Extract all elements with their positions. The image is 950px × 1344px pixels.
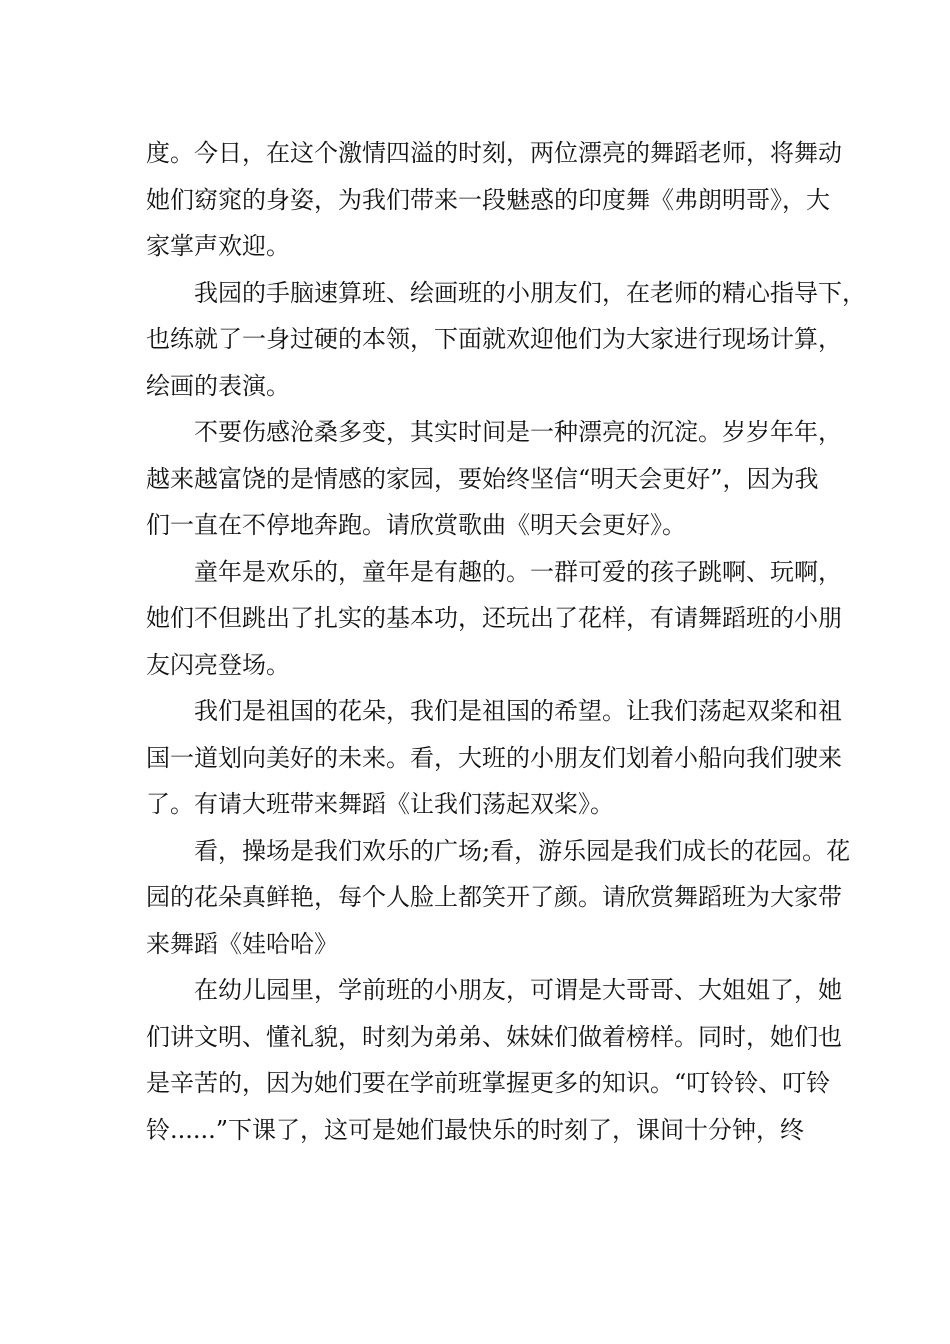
text-line: 我们是祖国的花朵，我们是祖国的希望。让我们荡起双桨和祖: [194, 697, 842, 725]
paragraph-7: [146, 967, 842, 1153]
paragraph-3: [146, 409, 842, 549]
text-line: 们讲文明、懂礼貌，时刻为弟弟、妹妹们做着榜样。同时，她们也: [146, 1022, 842, 1051]
paragraph-2: [146, 270, 866, 410]
document-body: [146, 130, 866, 1153]
text-line: 童年是欢乐的，童年是有趣的。一群可爱的孩子跳啊、玩啊，: [194, 557, 842, 586]
paragraph-6: [146, 828, 851, 968]
paragraph-4: [146, 549, 842, 689]
text-line: 我园的手脑速算班、绘画班的小朋友们，在老师的精心指导下，: [194, 278, 866, 307]
text-line: 是辛苦的，因为她们要在学前班掌握更多的知识。“叮铃铃、叮铃: [146, 1069, 831, 1097]
text-line: 她们不但跳出了扎实的基本功，还玩出了花样，有请舞蹈班的小朋: [146, 604, 842, 632]
text-line: 来舞蹈《娃哈哈》: [146, 929, 338, 958]
text-line: 国一道划向美好的未来。看，大班的小朋友们划着小船向我们驶来: [146, 743, 842, 772]
text-line: 绘画的表演。: [146, 371, 290, 400]
text-line: 在幼儿园里，学前班的小朋友，可谓是大哥哥、大姐姐了，她: [194, 976, 842, 1004]
text-line: 园的花朵真鲜艳，每个人脸上都笑开了颜。请欣赏舞蹈班为大家带: [146, 883, 842, 911]
text-line: 友闪亮登场。: [146, 650, 290, 679]
paragraph-5: [146, 688, 842, 828]
text-line: 度。今日，在这个激情四溢的时刻，两位漂亮的舞蹈老师，将舞动: [146, 139, 842, 167]
text-line: 们一直在不停地奔跑。请欣赏歌曲《明天会更好》。: [146, 511, 686, 539]
text-line: 了。有请大班带来舞蹈《让我们荡起双桨》。: [146, 790, 614, 818]
text-line: 铃......”下课了，这可是她们最快乐的时刻了，课间十分钟，终: [146, 1115, 805, 1144]
text-line: 看，操场是我们欢乐的广场;看，游乐园是我们成长的花园。花: [194, 836, 851, 865]
text-line: 也练就了一身过硬的本领，下面就欢迎他们为大家进行现场计算，: [146, 325, 842, 353]
paragraph-1: [146, 130, 842, 270]
text-line: 不要伤感沧桑多变，其实时间是一种漂亮的沉淀。岁岁年年，: [194, 418, 842, 446]
text-line: 她们窈窕的身姿，为我们带来一段魅惑的印度舞《弗朗明哥》，大: [146, 185, 830, 214]
text-line: 越来越富饶的是情感的家园，要始终坚信“明天会更好”，因为我: [146, 464, 819, 493]
text-line: 家掌声欢迎。: [146, 232, 290, 260]
